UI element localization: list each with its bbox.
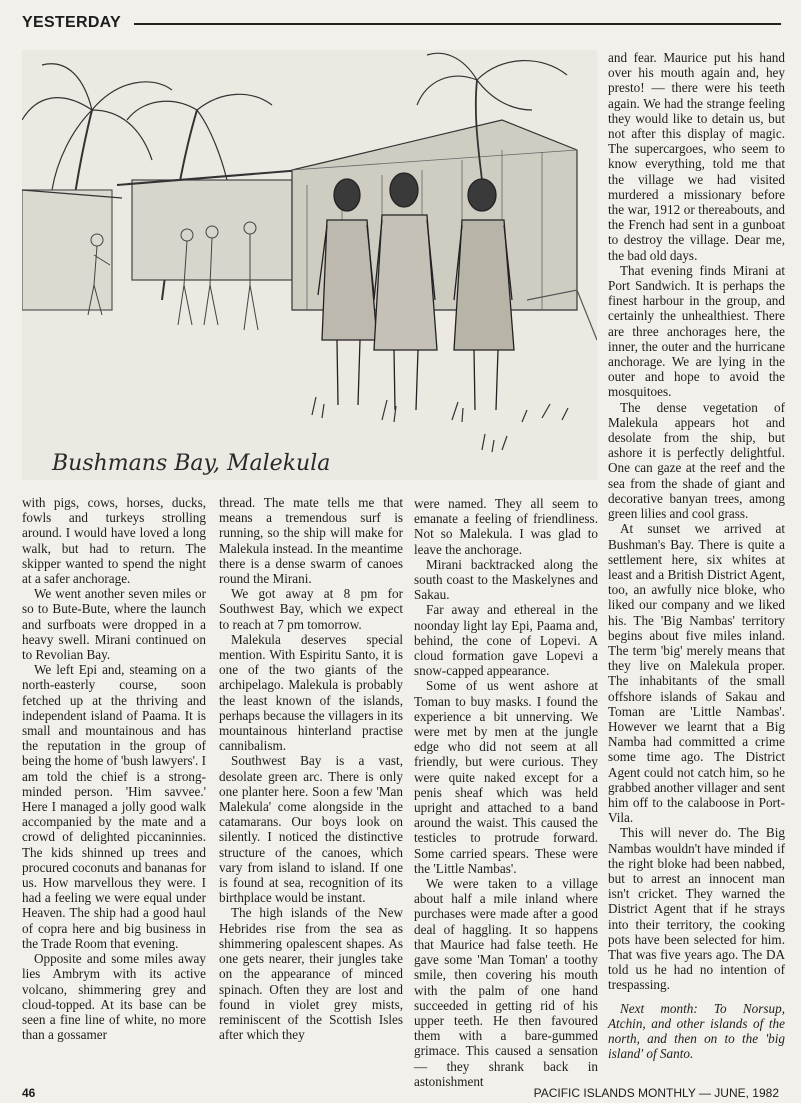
paragraph: Opposite and some miles away lies Ambrym with its active volcano, shimmering grey and cloud-topped. At its base can be seen a fine line of white, no more than a gossamer xyxy=(22,951,206,1043)
section-header xyxy=(22,14,781,34)
paragraph: Malekula deserves special mention. With Espiritu Santo, it is one of the two giants of the archipelago. Malekula is probably the least known of the islands, perhaps because the villagers in its mountainous hinterland practise cannibalism. xyxy=(219,631,403,754)
paragraph: Far away and ethereal in the noonday light lay Epi, Paama and, behind, the cone of Lopevi. A cloud formation gave Lopevi a snow-capped appearance. xyxy=(414,602,598,679)
paragraph: At sunset we arrived at Bushman's Bay. There is quite a settlement here, six whites at least and a British District Agent, too, an awfully nice bloke, who liked our company and we liked his. The 'Big Nambas' territory begins about five miles inland. The term 'big' merely means that they live on Malekula proper. The inhabitants of the small offshore islands of Sakau and Toman are 'Little Nambas'. However we learnt that a Big Namba had committed a crime some time ago. The District Agent could not catch him, so he grabbed another villager and sent him off to the calaboose in Port-Vila. xyxy=(608,521,785,826)
publication-line: PACIFIC ISLANDS MONTHLY — JUNE, 1982 xyxy=(533,1086,779,1100)
paragraph: We went another seven miles or so to Bute-Bute, where the launch and surfboats were dropped in a heavy swell. Mirani continued on to Revolian Bay. xyxy=(22,586,206,663)
paragraph: This will never do. The Big Nambas wouldn't have minded if the right bloke had been nabbed, but to arrest an innocent man isn't cricket. They warned the District Agent that if he strays into their territory, the cooking pots have been selected for him. That was five years ago. The DA told us he had no intention of trespassing. xyxy=(608,825,785,993)
column-4 xyxy=(608,50,785,1061)
paragraph: The high islands of the New Hebrides rise from the sea as shimmering opalescent shapes. As one gets nearer, their jungles take on the appearance of minced spinach. Often they are lost and found in violet grey mists, reminiscent of the Scottish Isles after which they xyxy=(219,905,403,1043)
header-rule xyxy=(134,23,781,25)
page-number: 46 xyxy=(22,1086,36,1100)
paragraph: with pigs, cows, horses, ducks, fowls and turkeys strolling around. I would have loved a long walk, but had to return. The skipper wanted to spend the night at a safer anchorage. xyxy=(22,495,206,587)
paragraph: That evening finds Mirani at Port Sandwich. It is perhaps the finest harbour in the group, and certainly the unhealthiest. There are three anchorages here, the inner, the outer and the hurricane anchorage. We are lying in the outer and hope to avoid the mosquitoes. xyxy=(608,262,785,400)
paragraph: We were taken to a village about half a mile inland where purchases were made after a good deal of haggling. It so happens that Maurice had false teeth. He gave some 'Man Toman' a toothy smile, then covering his mouth with the palm of one hand succeeded in getting rid of his upper teeth. He then favoured them with a bare-gummed grimace. This caused a sensation — they shrank back in astonishment xyxy=(414,876,598,1089)
paragraph: Southwest Bay is a vast, desolate green arc. There is only one planter here. Soon a few 'Man Malekula' come alongside in the catamarans. Our boys look on silently. I noticed the distinctive structure of the canoes, which vary from island to island. If one is found at sea, recognition of its birthplace would be instant. xyxy=(219,753,403,906)
illustration-caption: Bushmans Bay, Malekula xyxy=(52,451,331,476)
column-3 xyxy=(414,496,598,1089)
paragraph: The dense vegetation of Malekula appears hot and desolate from the ship, but ashore it is perfectly delightful. One can gaze at the reef and the sea from the shade of giant and decorative banyan trees, among green lilies and cool grass. xyxy=(608,399,785,522)
village-sketch xyxy=(22,50,597,480)
paragraph: We left Epi and, steaming on a north-easterly course, soon fetched up at the thriving and independent island of Paama. It is small and mountainous and has the reputation in the group of being the home of 'bush lawyers'. I am told the chief is a strong-minded person. 'Him savvee.' Here I managed a jolly good walk accompanied by the mate and a crowd of delighted piccaninnies. The kids shinned up trees and procured coconuts and bananas for us. How marvellous they were. I had a feeling we were equal under Heaven. The ship had a good haul of copra here and big business in the Trade Room that evening. xyxy=(22,662,206,951)
column-1 xyxy=(22,495,206,1042)
paragraph: were named. They all seem to emanate a feeling of friendliness. Not so Malekula. I was glad to leave the anchorage. xyxy=(414,496,598,557)
paragraph: We got away at 8 pm for Southwest Bay, which we expect to reach at 7 pm tomorrow. xyxy=(219,586,403,632)
paragraph: thread. The mate tells me that means a tremendous surf is running, so the ship will make for Malekula instead. In the meantime there is a dense swarm of canoes round the Mirani. xyxy=(219,495,403,587)
illustration xyxy=(22,50,597,480)
section-title: YESTERDAY xyxy=(22,14,122,31)
paragraph: and fear. Maurice put his hand over his mouth again and, hey presto! — there were his teeth again. We had the strange feeling they would like to detain us, but not after this display of magic. The supercargoes, who seem to know everything, told me that the village we had visited murdered a missionary before the war, 1912 or thereabouts, and the French had sent in a gunboat to destroy the village. Dear me, the bad old days. xyxy=(608,50,785,263)
paragraph: Mirani backtracked along the south coast to the Maskelynes and Sakau. xyxy=(414,556,598,603)
paragraph: Some of us went ashore at Toman to buy masks. I found the experience a bit unnerving. We were met by men at the jungle edge who did not seem at all friendly, but were curious. They were quite naked except for a penis sheaf which was held upright and attached to a band around the waist. This caused the testicles to protrude forward. Some carried spears. These were the 'Little Nambas'. xyxy=(414,678,598,876)
next-month-teaser: Next month: To Norsup, Atchin, and other islands of the north, and then on to the 'big island' of Santo. xyxy=(608,1000,785,1062)
column-2 xyxy=(219,495,403,1042)
